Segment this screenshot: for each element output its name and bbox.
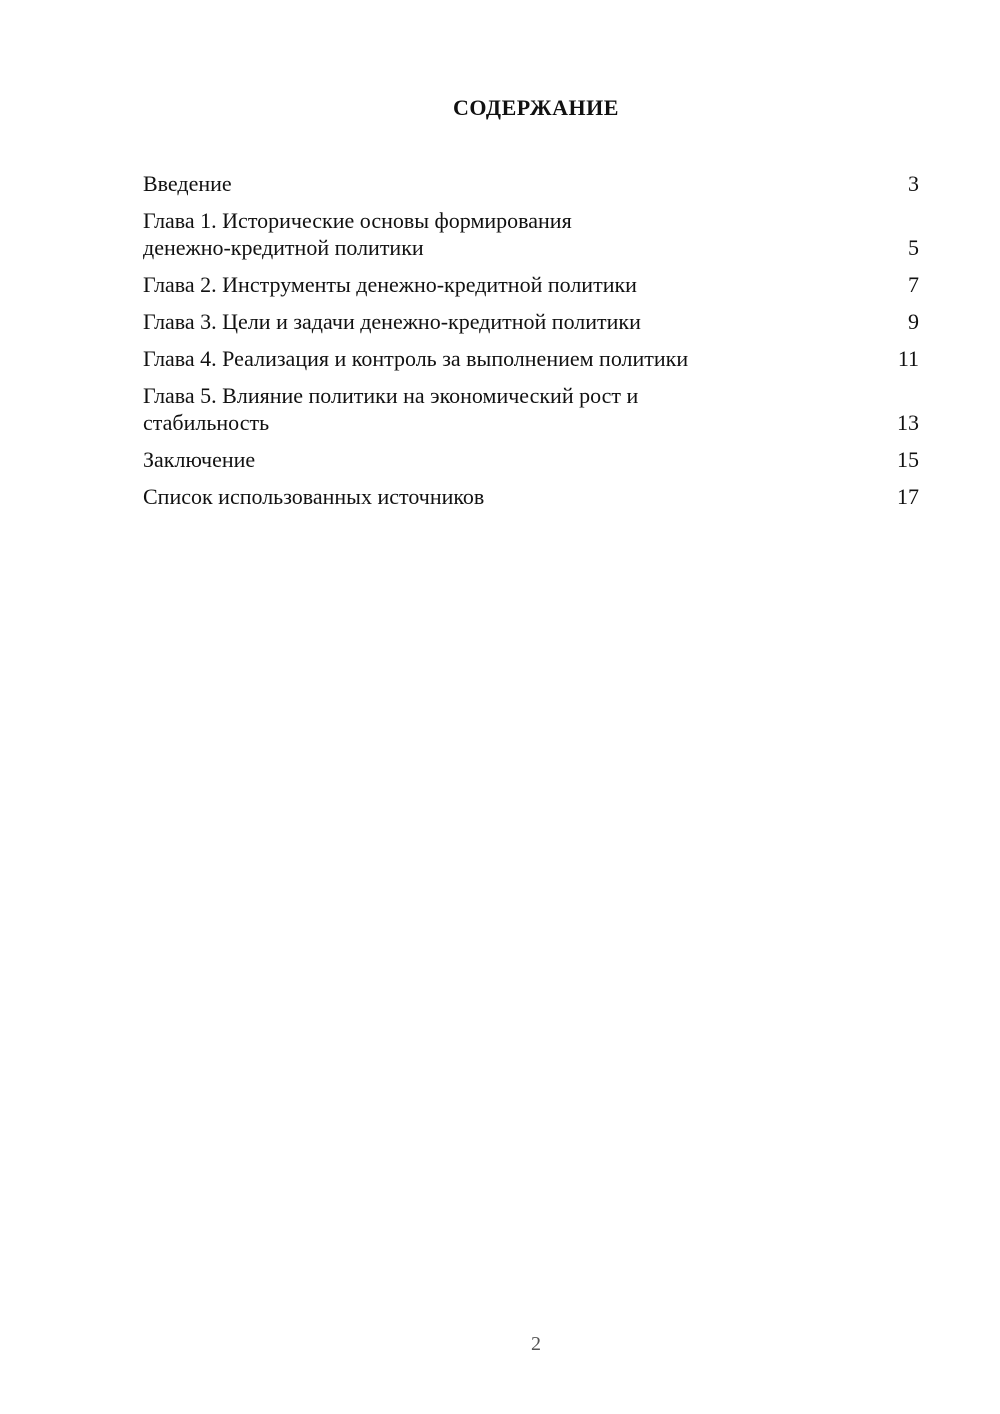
- toc-entry-page: 13: [897, 410, 919, 435]
- toc-entry-title: Глава 5. Влияние политики на экономический рост и стабильность: [143, 383, 639, 435]
- toc-entry-chapter-2: [143, 271, 919, 298]
- toc-entry-chapter-5: [143, 382, 919, 436]
- table-of-contents: [143, 170, 919, 520]
- toc-entry-chapter-3: [143, 308, 919, 335]
- toc-entry-references: [143, 483, 919, 510]
- toc-entry-title: Глава 4. Реализация и контроль за выполнением политики: [143, 346, 689, 371]
- toc-entry-title: Список использованных источников: [143, 484, 485, 509]
- toc-entry-page: 15: [897, 447, 919, 472]
- toc-entry-page: 17: [897, 484, 919, 509]
- toc-entry-title: Заключение: [143, 447, 256, 472]
- toc-entry-introduction: [143, 170, 919, 197]
- toc-entry-title: Глава 1. Исторические основы формирования денежно-кредитной политики: [143, 208, 572, 260]
- page-number: 2: [531, 1333, 541, 1355]
- toc-entry-page: 11: [897, 346, 919, 371]
- toc-entry-chapter-1: [143, 207, 919, 261]
- toc-entry-page: 5: [908, 235, 919, 260]
- toc-entry-chapter-4: [143, 345, 919, 372]
- toc-entry-page: 3: [908, 171, 919, 196]
- toc-entry-page: 9: [908, 309, 919, 334]
- toc-entry-page: 7: [908, 272, 919, 297]
- toc-entry-conclusion: [143, 446, 919, 473]
- toc-entry-title: Глава 3. Цели и задачи денежно-кредитной политики: [143, 309, 641, 334]
- toc-heading: СОДЕРЖАНИЕ: [453, 95, 619, 120]
- toc-entry-title: Глава 2. Инструменты денежно-кредитной политики: [143, 272, 637, 297]
- toc-entry-title: Введение: [143, 171, 232, 196]
